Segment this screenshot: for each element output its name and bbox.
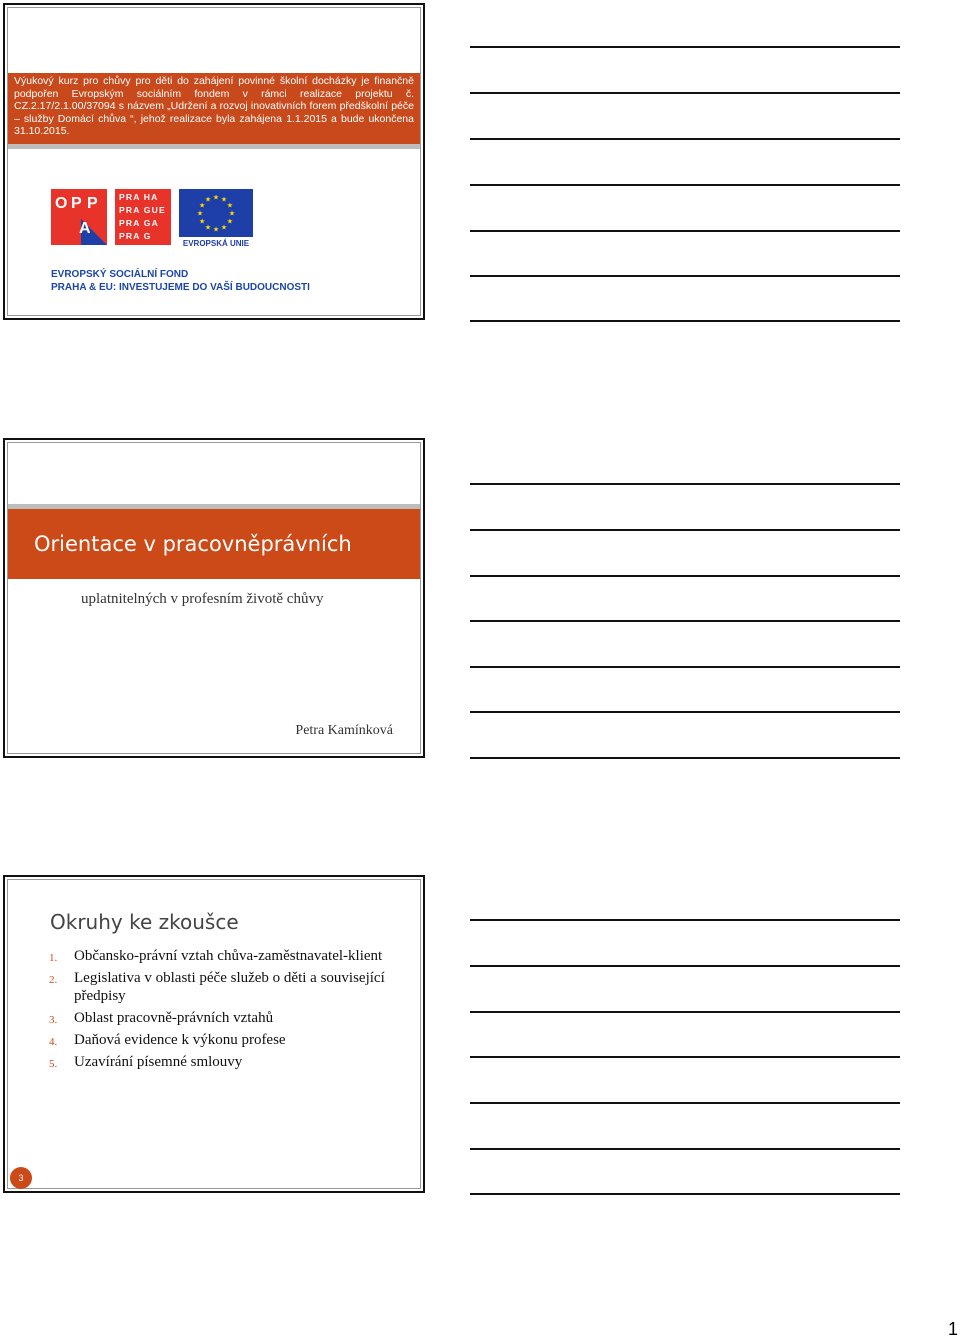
eu-flag-icon: [179, 189, 253, 237]
note-line: [470, 92, 900, 94]
note-line: [470, 666, 900, 668]
note-line: [470, 138, 900, 140]
fund-text: [51, 268, 310, 294]
note-line: [470, 275, 900, 277]
note-line: [470, 46, 900, 48]
note-line: [470, 483, 900, 485]
note-line: [470, 184, 900, 186]
fund-line-2: PRAHA & EU: INVESTUJEME DO VAŠÍ BUDOUCNOSTI: [51, 282, 310, 293]
note-line: [470, 1148, 900, 1150]
eu-star-icon: ★: [226, 218, 233, 226]
banner-divider: [8, 144, 420, 149]
eu-star-icon: ★: [199, 218, 206, 226]
oppa-letter: P: [71, 195, 84, 212]
note-line: [470, 230, 900, 232]
list-item: [49, 947, 389, 965]
note-line: [470, 1193, 900, 1195]
eu-star-icon: ★: [226, 202, 233, 210]
eu-logo-label: EVROPSKÁ UNIE: [182, 239, 250, 248]
project-info-banner: Výukový kurz pro chůvy pro děti do zahájení povinné školní docházky je finančně podpořen Evropským sociálním fondem v rámci realizace projektu č. CZ.2.17/2.1.00/37094 s názvem „Udržení a rozvoj inovativních forem předškolní péče – služby Domácí chůva “, jehož realizace byla zahájena 1.1.2015 a bude ukončena 31.10.2015.: [8, 73, 420, 149]
eu-star-icon: ★: [212, 194, 220, 202]
praha-logo-row: PRA GUE: [119, 205, 166, 215]
list-item-text: Oblast pracovně-právních vztahů: [74, 1010, 274, 1026]
eu-star-icon: ★: [204, 196, 212, 204]
list-item-number: 4.: [49, 1036, 58, 1048]
list-item: [49, 969, 389, 1005]
slide-number-badge: 3: [10, 1167, 32, 1189]
note-line: [470, 757, 900, 759]
slide-title: Okruhy ke zkoušce: [50, 910, 239, 934]
eu-star-icon: ★: [220, 224, 228, 232]
author-name: Petra Kamínková: [295, 723, 393, 738]
slide-title: Orientace v pracovněprávních vztazích: [8, 509, 420, 579]
slide-3: [3, 875, 425, 1193]
list-item-number: 3.: [49, 1014, 58, 1026]
note-line: [470, 965, 900, 967]
note-line: [470, 1011, 900, 1013]
oppa-logo: [51, 189, 107, 245]
eu-logo: [179, 189, 253, 251]
praha-logo-row: PRA HA: [119, 192, 159, 202]
list-item-text: Legislativa v oblasti péče služeb o děti a související předpisy: [74, 970, 385, 1004]
list-item-number: 5.: [49, 1058, 58, 1070]
note-line: [470, 320, 900, 322]
list-item: [49, 1031, 389, 1049]
list-item: [49, 1053, 389, 1071]
eu-star-icon: ★: [228, 210, 236, 218]
list-item: [49, 1009, 389, 1027]
logo-row: [41, 181, 261, 259]
praha-logo-row: PRA G: [119, 231, 152, 241]
oppa-letter: O: [55, 195, 70, 212]
oppa-letter: P: [87, 195, 100, 212]
praha-logo: [115, 189, 171, 245]
list-item-text: Uzavírání písemné smlouvy: [74, 1054, 243, 1070]
note-line: [470, 1056, 900, 1058]
note-line: [470, 711, 900, 713]
note-line: [470, 1102, 900, 1104]
note-line: [470, 620, 900, 622]
note-line: [470, 575, 900, 577]
eu-star-icon: ★: [199, 202, 206, 210]
topic-list: [49, 947, 389, 1075]
list-item-text: Občansko-právní vztah chůva-zaměstnavatel-klient: [74, 948, 383, 964]
slide-2: [3, 438, 425, 758]
fund-line-1: EVROPSKÝ SOCIÁLNÍ FOND: [51, 269, 189, 280]
eu-star-icon: ★: [212, 226, 220, 234]
note-line: [470, 529, 900, 531]
note-line: [470, 919, 900, 921]
list-item-text: Daňová evidence k výkonu profese: [74, 1032, 286, 1048]
oppa-letter: A: [79, 220, 93, 237]
eu-star-icon: ★: [196, 210, 204, 218]
list-item-number: 2.: [49, 974, 58, 986]
eu-star-icon: ★: [204, 224, 212, 232]
eu-stars: [179, 189, 253, 237]
list-item-number: 1.: [49, 952, 58, 964]
slide-1: [3, 3, 425, 320]
slide-subtitle: uplatnitelných v profesním životě chůvy: [81, 591, 324, 607]
page-number: 1: [947, 1319, 958, 1339]
eu-star-icon: ★: [220, 196, 228, 204]
praha-logo-row: PRA GA: [119, 218, 159, 228]
